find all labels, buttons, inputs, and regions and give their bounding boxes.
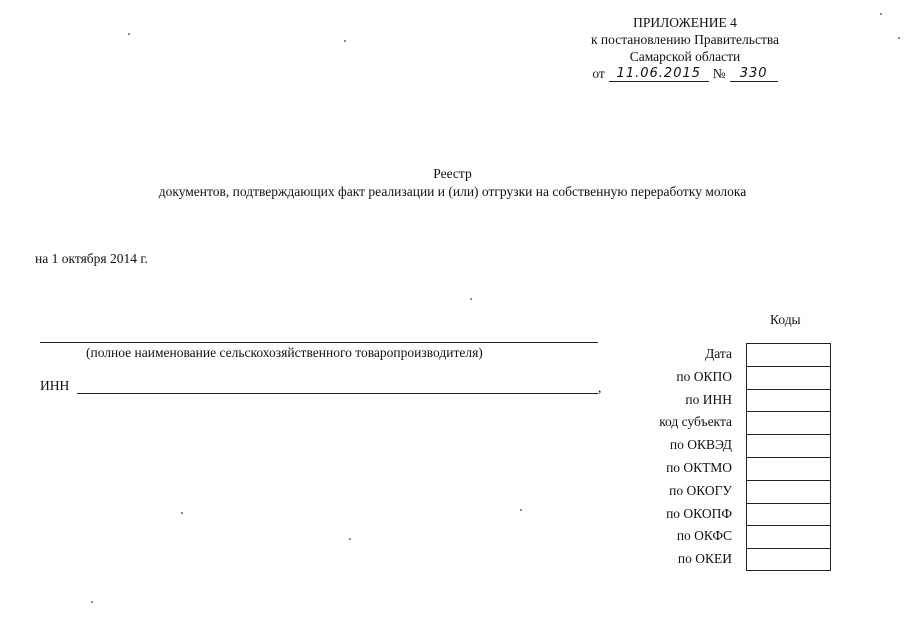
code-row-date <box>640 343 831 366</box>
code-cell-date[interactable] <box>746 343 831 366</box>
code-row-inn <box>640 389 831 412</box>
scan-speck <box>91 601 93 603</box>
date-prefix: от <box>592 66 605 81</box>
as-of-date: на 1 октября 2014 г. <box>35 251 148 266</box>
decree-date-line <box>560 65 810 82</box>
code-cell-okfs[interactable] <box>746 525 831 548</box>
code-label: по ОКЕИ <box>677 551 732 567</box>
code-cell-subject[interactable] <box>746 411 831 434</box>
code-cell-okpo[interactable] <box>746 366 831 389</box>
decree-number-handwritten: 330 <box>730 67 778 82</box>
inn-field[interactable] <box>77 393 598 394</box>
document-subtitle: документов, подтверждающих факт реализации и (или) отгрузки на собственную переработку молока <box>158 184 747 199</box>
code-cell-inn[interactable] <box>746 389 831 412</box>
code-label: по ОКТМО <box>666 459 732 475</box>
scan-speck <box>344 40 346 42</box>
code-label: по ОКПО <box>676 368 732 384</box>
producer-name-field[interactable] <box>40 342 598 343</box>
scan-speck <box>181 512 183 514</box>
code-row-okpo <box>640 366 831 389</box>
decree-date-handwritten: 11.06.2015 <box>609 67 709 82</box>
inn-label: ИНН <box>40 378 70 393</box>
code-label: по ОКОПФ <box>666 505 732 521</box>
code-row-okogu <box>640 480 831 503</box>
inn-comma: , <box>598 380 602 395</box>
code-label: по ОКФС <box>676 528 732 544</box>
appendix-line-region: Самарской области <box>629 49 741 64</box>
code-label: Дата <box>705 346 732 361</box>
code-cell-okved[interactable] <box>746 434 831 457</box>
code-label: по ОКОГУ <box>669 482 732 498</box>
document-title: Реестр <box>433 166 472 181</box>
code-row-subject <box>640 411 831 434</box>
code-row-oktmo <box>640 457 831 480</box>
code-row-okopf <box>640 503 831 526</box>
code-row-okfs <box>640 525 831 548</box>
code-label: код субъекта <box>659 414 732 430</box>
appendix-line-decree: к постановлению Правительства <box>590 32 780 47</box>
code-row-okved <box>640 434 831 457</box>
code-label: по ИНН <box>685 391 732 407</box>
code-cell-okogu[interactable] <box>746 480 831 503</box>
code-row-okei <box>640 548 831 571</box>
scan-speck <box>880 13 882 15</box>
scan-speck <box>898 37 900 39</box>
appendix-header <box>560 14 810 82</box>
scan-speck <box>128 33 130 35</box>
scan-speck <box>349 538 351 540</box>
code-cell-okei[interactable] <box>746 548 831 571</box>
code-label: по ОКВЭД <box>669 437 732 453</box>
appendix-title: ПРИЛОЖЕНИЕ 4 <box>633 15 737 30</box>
scan-speck <box>520 509 522 511</box>
number-sign: № <box>712 66 726 81</box>
codes-table <box>640 343 831 571</box>
producer-name-caption: (полное наименование сельскохозяйственного товаропроизводителя) <box>86 345 483 360</box>
scan-speck <box>470 298 472 300</box>
codes-heading: Коды <box>770 312 801 327</box>
code-cell-okopf[interactable] <box>746 503 831 526</box>
code-cell-oktmo[interactable] <box>746 457 831 480</box>
